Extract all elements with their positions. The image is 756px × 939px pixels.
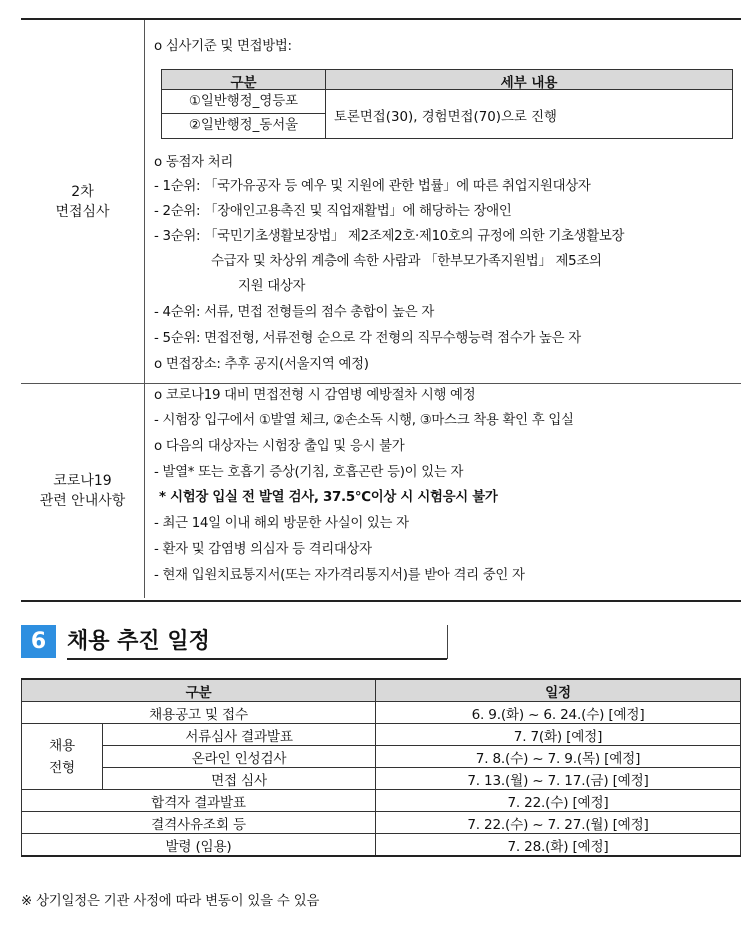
schedule-header-row	[22, 679, 741, 702]
covid-warning-line: * 시험장 입실 전 발열 검사, 37.5℃이상 시 시험응시 불가	[159, 490, 498, 505]
schedule-date: 7. 7(화) [예정]	[376, 724, 741, 746]
table-row	[22, 702, 741, 724]
schedule-label: 결격사유조회 등	[22, 812, 376, 834]
info-table	[21, 18, 741, 602]
section-divider	[447, 625, 448, 659]
schedule-label: 채용공고 및 접수	[22, 702, 376, 724]
criteria-detail: 토론면접(30), 경험면접(70)으로 진행	[334, 110, 557, 125]
covid-label-line1: 코로나19	[53, 473, 112, 489]
covid-label-line2: 관련 안내사항	[39, 493, 126, 509]
tie-line: - 1순위: 「국가유공자 등 예우 및 지원에 관한 법률」에 따른 취업지원대상자	[154, 179, 591, 194]
covid-line: - 시험장 입구에서 ①발열 체크, ②손소독 시행, ③마스크 착용 확인 후 입실	[154, 413, 574, 428]
schedule-date: 7. 8.(수) ~ 7. 9.(목) [예정]	[376, 746, 741, 768]
criteria-divider	[325, 70, 326, 138]
schedule-group-label	[22, 724, 103, 790]
criteria-heading: o 심사기준 및 면접방법:	[154, 39, 292, 54]
schedule-group-label-line1: 채용	[49, 737, 75, 754]
interview-content-cell	[145, 20, 741, 383]
schedule-group-label-line2: 전형	[49, 759, 75, 776]
criteria-col2-header: 세부 내용	[500, 75, 558, 91]
section-number-badge: 6	[21, 625, 56, 658]
footnote: ※ 상기일정은 기관 사정에 따라 변동이 있을 수 있음	[21, 894, 320, 909]
schedule-table	[21, 678, 741, 857]
covid-line: o 코로나19 대비 면접전형 시 감염병 예방절차 시행 예정	[154, 388, 476, 403]
criteria-col1-header: 구분	[230, 75, 257, 91]
criteria-row2: ②일반행정_동서울	[188, 118, 299, 133]
schedule-label: 발령 (임용)	[22, 834, 376, 857]
covid-row	[21, 384, 741, 598]
tie-line: 수급자 및 차상위 계층에 속한 사람과 「한부모가족지원법」 제5조의	[211, 254, 602, 269]
schedule-date: 6. 9.(화) ~ 6. 24.(수) [예정]	[376, 702, 741, 724]
covid-line: o 다음의 대상자는 시험장 출입 및 응시 불가	[154, 439, 405, 454]
table-row	[22, 746, 741, 768]
tie-line: - 4순위: 서류, 면접 전형들의 점수 총합이 높은 자	[154, 305, 435, 320]
covid-line: - 발열* 또는 호흡기 증상(기침, 호흡곤란 등)이 있는 자	[154, 465, 464, 480]
schedule-date: 7. 28.(화) [예정]	[376, 834, 741, 857]
tie-line: 지원 대상자	[238, 279, 306, 294]
interview-label-line1: 2차	[71, 183, 94, 200]
section-underline	[67, 658, 447, 660]
tie-heading: o 동점자 처리	[154, 155, 233, 170]
covid-label-cell	[21, 384, 145, 598]
covid-line: - 환자 및 감염병 의심자 등 격리대상자	[154, 542, 372, 557]
tie-line: - 2순위: 「장애인고용촉진 및 직업재활법」에 해당하는 장애인	[154, 204, 512, 219]
schedule-date: 7. 22.(수) ~ 7. 27.(월) [예정]	[376, 812, 741, 834]
interview-label-cell	[21, 20, 145, 383]
covid-content-cell	[145, 384, 741, 598]
covid-line: - 최근 14일 이내 해외 방문한 사실이 있는 자	[154, 516, 409, 531]
location-line: o 면접장소: 추후 공지(서울지역 예정)	[154, 357, 369, 372]
schedule-date: 7. 22.(수) [예정]	[376, 790, 741, 812]
interview-label-line2: 면접심사	[55, 203, 110, 220]
section-heading	[21, 625, 445, 658]
criteria-row1: ①일반행정_영등포	[162, 90, 325, 114]
section-title: 채용 추진 일정	[67, 629, 210, 654]
schedule-label: 서류심사 결과발표	[103, 724, 376, 746]
interview-row	[21, 20, 741, 384]
schedule-label: 면접 심사	[103, 768, 376, 790]
schedule-date: 7. 13.(월) ~ 7. 17.(금) [예정]	[376, 768, 741, 790]
table-row	[22, 790, 741, 812]
table-row	[22, 768, 741, 790]
schedule-label: 합격자 결과발표	[22, 790, 376, 812]
covid-line: - 현재 입원치료통지서(또는 자가격리통지서)를 받아 격리 중인 자	[154, 568, 525, 583]
schedule-header-category: 구분	[22, 679, 376, 702]
schedule-header-date: 일정	[376, 679, 741, 702]
schedule-label: 온라인 인성검사	[103, 746, 376, 768]
criteria-table	[161, 69, 733, 139]
tie-line: - 5순위: 면접전형, 서류전형 순으로 각 전형의 직무수행능력 점수가 높은 자	[154, 331, 581, 346]
tie-line: - 3순위: 「국민기초생활보장법」 제2조제2호·제10호의 규정에 의한 기초생활보장	[154, 229, 625, 244]
criteria-table-header	[162, 70, 732, 90]
table-row	[22, 724, 741, 746]
table-row	[22, 834, 741, 857]
table-row	[22, 812, 741, 834]
